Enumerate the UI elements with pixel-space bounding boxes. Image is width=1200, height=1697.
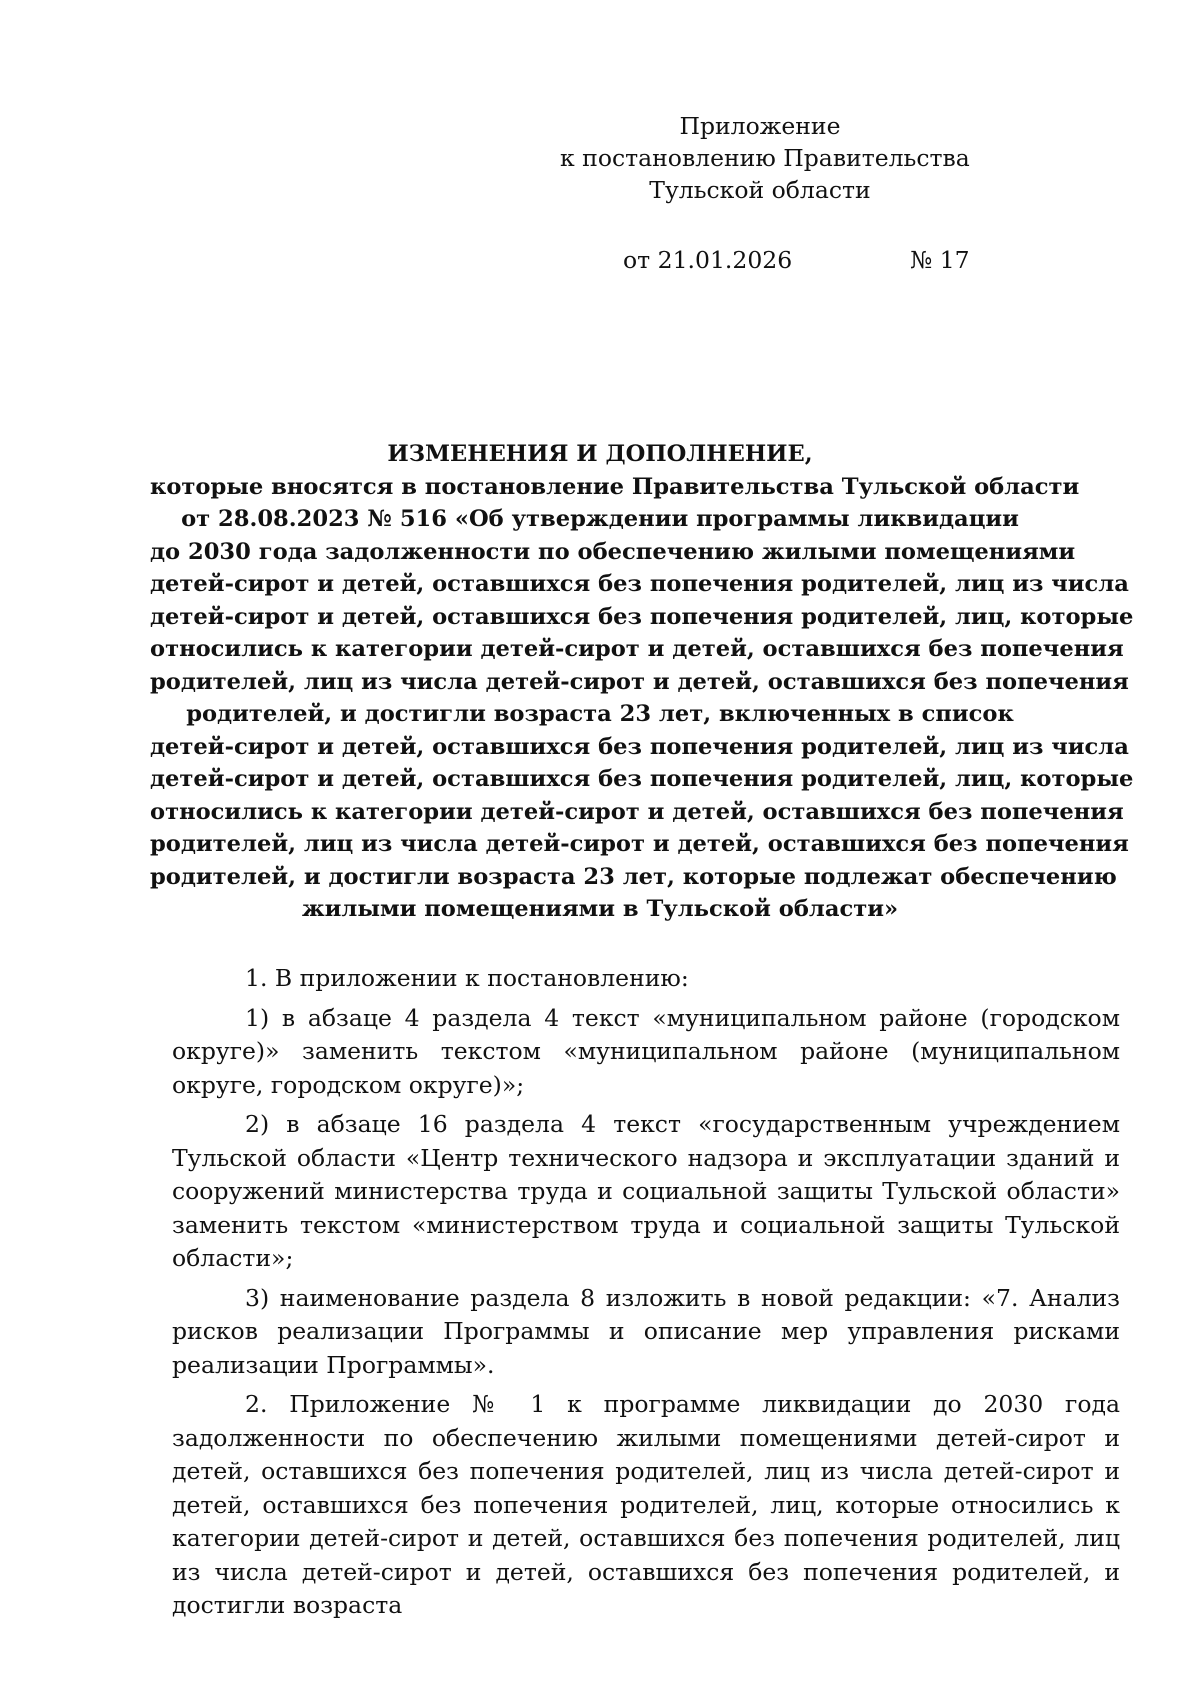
appendix-line: Тульской области xyxy=(649,176,871,204)
title-line: до 2030 года задолженности по обеспечению жилыми помещениями xyxy=(150,538,1076,565)
title-line: детей-сирот и детей, оставшихся без попечения родителей, лиц, которые xyxy=(150,603,1134,630)
body-paragraph: 3) наименование раздела 8 изложить в новой редакции: «7. Анализ рисков реализации Программы и описание мер управления рисками реализации Программы». xyxy=(172,1283,1120,1379)
appendix-header xyxy=(560,110,970,206)
body-paragraph: 2) в абзаце 16 раздела 4 текст «государственным учреждением Тульской области «Центр технического надзора и эксплуатации зданий и сооружений министерства труда и социальной защиты Тульской области» заменить текстом «министерством труда и социальной защиты Тульской области»; xyxy=(172,1110,1120,1272)
title-line: от 28.08.2023 № 516 «Об утверждении программы ликвидации xyxy=(181,506,1019,532)
appendix-line: к постановлению Правительства xyxy=(560,144,970,172)
body-paragraph: 1) в абзаце 4 раздела 4 текст «муниципальном районе (городском округе)» заменить текстом «муниципальном районе (муниципальном округе, городском округе)»; xyxy=(172,1003,1120,1099)
title-line: родителей, лиц из числа детей-сирот и детей, оставшихся без попечения xyxy=(150,668,1129,695)
title-line: родителей, и достигли возраста 23 лет, которые подлежат обеспечению xyxy=(150,863,1117,890)
title-line: которые вносятся в постановление Правительства Тульской области xyxy=(150,473,1080,500)
document-date: от 21.01.2026 xyxy=(623,246,793,274)
title-line: относились к категории детей-сирот и детей, оставшихся без попечения xyxy=(150,636,1124,662)
title-line: родителей, лиц из числа детей-сирот и детей, оставшихся без попечения xyxy=(150,831,1129,857)
appendix-line: Приложение xyxy=(679,112,841,140)
document-body xyxy=(172,962,1120,1623)
title-line: ИЗМЕНЕНИЯ И ДОПОЛНЕНИЕ, xyxy=(387,441,813,467)
body-paragraph: 2. Приложение № 1 к программе ликвидации до 2030 года задолженности по обеспечению жилыми помещениями детей-сирот и детей, оставшихся без попечения родителей, лиц из числа детей-сирот и детей, оставшихся без попечения родителей, лиц, которые относились к категории детей-сирот и детей, оставшихся без попечения родителей, лиц из числа детей-сирот и детей, оставшихся без попечения родителей, и достигли возраста xyxy=(172,1390,1120,1619)
title-line: детей-сирот и детей, оставшихся без попечения родителей, лиц из числа xyxy=(150,571,1129,597)
document-number: № 17 xyxy=(910,246,970,274)
title-line: относились к категории детей-сирот и детей, оставшихся без попечения xyxy=(150,798,1124,825)
document-title xyxy=(150,438,1134,926)
title-line: детей-сирот и детей, оставшихся без попечения родителей, лиц из числа xyxy=(150,733,1129,760)
title-line: жилыми помещениями в Тульской области» xyxy=(301,896,899,922)
title-line: детей-сирот и детей, оставшихся без попечения родителей, лиц, которые xyxy=(150,766,1134,792)
title-line: родителей, и достигли возраста 23 лет, включенных в список xyxy=(186,701,1014,727)
body-paragraph: 1. В приложении к постановлению: xyxy=(245,964,689,992)
